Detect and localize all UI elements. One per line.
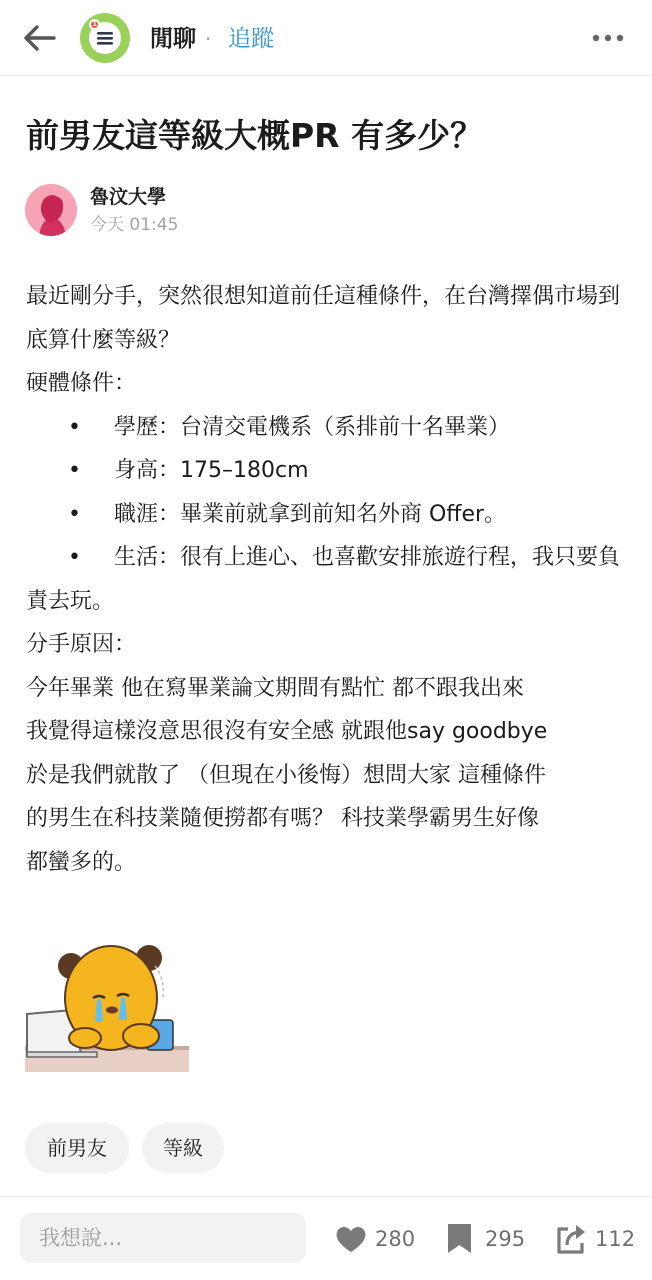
bookmark-button[interactable] [446,1221,536,1257]
post-timestamp: 今天 01:45 [90,215,179,235]
bottom-action-bar [0,1196,652,1280]
board-avatar[interactable] [80,13,130,63]
hardware-heading: 硬體條件： [26,371,137,396]
conditions-list [26,406,632,624]
female-avatar-icon [25,184,77,236]
bookmark-count: 295 [485,1227,526,1251]
reason-line: 今年畢業 他在寫畢業論文期間有點忙 都不跟我出來 [26,675,524,701]
reason-line: 我覺得這樣沒意思很沒有安全感 就跟他say goodbye [26,719,548,744]
like-count: 280 [375,1227,416,1251]
author-avatar[interactable] [25,184,77,236]
reason-line: 都蠻多的。 [26,849,137,875]
list-item: • 生活：很有上進心、也喜歡安排旅遊行程，我只要負責去玩。 [26,536,632,623]
bookmark-icon [446,1221,474,1257]
top-bar [0,0,652,76]
tag-ex-boyfriend[interactable]: 前男友 [25,1123,129,1173]
post-title: 前男友這等級大概PR 有多少？ [26,116,484,155]
more-options-icon[interactable] [588,26,628,50]
share-icon [554,1221,590,1257]
post-body [26,275,632,884]
list-item: • 身高：175–180cm [26,449,632,493]
like-button[interactable] [333,1221,423,1257]
reason-line: 的男生在科技業隨便撈都有嗎？ 科技業學霸男生好像 [26,806,539,831]
back-arrow-icon[interactable] [20,22,60,54]
notification-badge: 1 [89,19,100,30]
comment-input[interactable] [20,1213,306,1263]
author-name[interactable]: 魯汶大學 [90,186,167,208]
crying-bear-sticker[interactable] [25,938,189,1074]
list-item: • 職涯：畢業前就拿到前知名外商 Offer。 [26,493,632,537]
tag-level[interactable]: 等級 [142,1123,224,1173]
reason-line: 於是我們就散了 （但現在小後悔）想問大家 這種條件 [26,762,546,788]
follow-button[interactable]: 追蹤 [228,26,274,52]
reason-heading: 分手原因： [26,632,137,657]
heart-icon [333,1221,369,1257]
board-name[interactable]: 閒聊 [150,26,196,52]
share-button[interactable] [554,1221,638,1257]
share-count: 112 [595,1227,636,1251]
header-separator: · [205,27,212,51]
list-item: • 學歷：台清交電機系（系排前十名畢業） [26,406,632,450]
post-intro: 最近剛分手，突然很想知道前任這種條件，在台灣擇偶市場到底算什麼等級？ [26,284,621,353]
